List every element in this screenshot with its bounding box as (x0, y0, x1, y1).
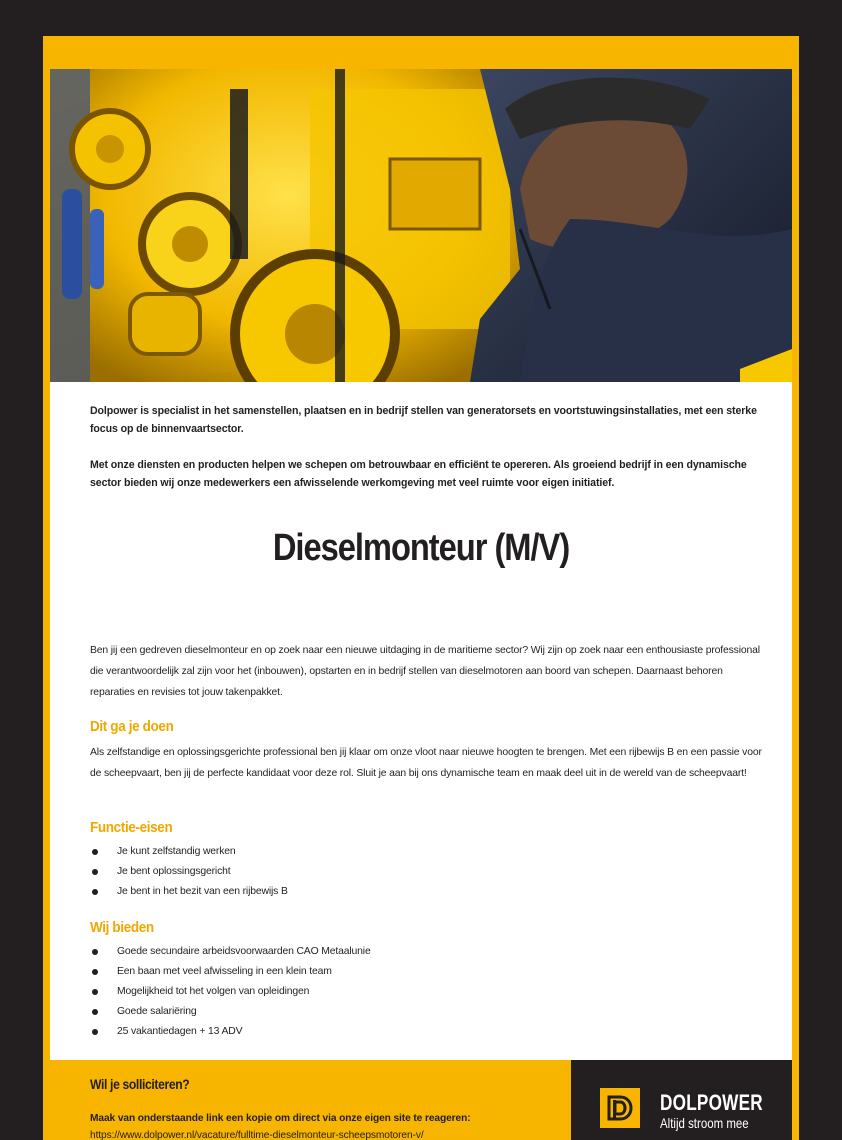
section-heading-eisen: Functie-eisen (90, 819, 173, 836)
bullet-icon (92, 889, 98, 895)
list-item (90, 1022, 750, 1042)
apply-link[interactable]: https://www.dolpower.nl/vacature/fulltime-dieselmonteur-scheepsmotoren-v/ (90, 1130, 424, 1140)
bullet-icon (92, 849, 98, 855)
list-item (90, 862, 750, 882)
list-item-text: Een baan met veel afwisseling in een klein team (117, 966, 332, 977)
list-item (90, 842, 750, 862)
list-item-text: Je bent in het bezit van een rijbewijs B (117, 886, 288, 897)
bullet-icon (92, 1009, 98, 1015)
bullet-icon (92, 869, 98, 875)
eisen-list (90, 842, 750, 902)
apply-footer (50, 1060, 571, 1140)
list-item (90, 962, 750, 982)
apply-instruction: Maak van onderstaande link een kopie om direct via onze eigen site te reageren: (90, 1113, 471, 1124)
brand-name: DOLPOWER (660, 1090, 763, 1115)
dolpower-logo-icon (600, 1088, 640, 1128)
bieden-list (90, 942, 750, 1042)
bullet-icon (92, 989, 98, 995)
section-heading-bieden: Wij bieden (90, 919, 154, 936)
intro-block (90, 402, 760, 510)
bullet-icon (92, 969, 98, 975)
bullet-icon (92, 949, 98, 955)
list-item-text: Mogelijkheid tot het volgen van opleidingen (117, 986, 310, 997)
engine-mechanic-image (50, 69, 792, 382)
poster-frame (43, 36, 799, 1140)
list-item-text: 25 vakantiedagen + 13 ADV (117, 1026, 243, 1037)
list-item (90, 1002, 750, 1022)
list-item (90, 882, 750, 902)
brand-tagline: Altijd stroom mee (660, 1115, 749, 1131)
list-item (90, 942, 750, 962)
section-heading-doen: Dit ga je doen (90, 718, 174, 735)
page-sheet (50, 69, 792, 1140)
job-title: Dieselmonteur (M/V) (272, 527, 570, 569)
bullet-icon (92, 1029, 98, 1035)
brand-footer (571, 1060, 792, 1140)
intro-paragraph-1: Dolpower is specialist in het samenstellen, plaatsen en in bedrijf stellen van generatorsets en voortstuwingsinstallaties, met een sterke focus op de binnenvaartsector. (90, 405, 757, 435)
list-item (90, 982, 750, 1002)
hero-photo (50, 69, 792, 382)
list-item-text: Goede secundaire arbeidsvoorwaarden CAO Metaalunie (117, 946, 371, 957)
lead-paragraph: Ben jij een gedreven dieselmonteur en op zoek naar een nieuwe uitdaging in de maritieme sector? Wij zijn op zoek naar een enthousiaste professional die verantwoordelijk zal zijn voor het (inbouwen), opstarten en in bedrijf stellen van dieselmotoren aan boord van schepen. Daarnaast behoren reparaties en revisies tot jouw takenpakket. (90, 645, 760, 698)
intro-paragraph-2: Met onze diensten en producten helpen we schepen om betrouwbaar en efficiënt te opereren. Als groeiend bedrijf in een dynamische sector bieden wij onze medewerkers een afwisselende werkomgeving met veel ruimte voor eigen initiatief. (90, 459, 747, 489)
doen-paragraph: Als zelfstandige en oplossingsgerichte professional ben jij klaar om onze vloot naar nieuwe hoogten te brengen. Met een rijbewijs B en een passie voor de scheepvaart, ben jij de perfecte kandidaat voor deze rol. Sluit je aan bij ons dynamische team en maak deel uit in de wereld van de scheepvaart! (90, 747, 762, 779)
list-item-text: Goede salariëring (117, 1006, 197, 1017)
apply-heading: Wil je solliciteren? (90, 1077, 190, 1092)
list-item-text: Je bent oplossingsgericht (117, 866, 231, 877)
list-item-text: Je kunt zelfstandig werken (117, 846, 236, 857)
